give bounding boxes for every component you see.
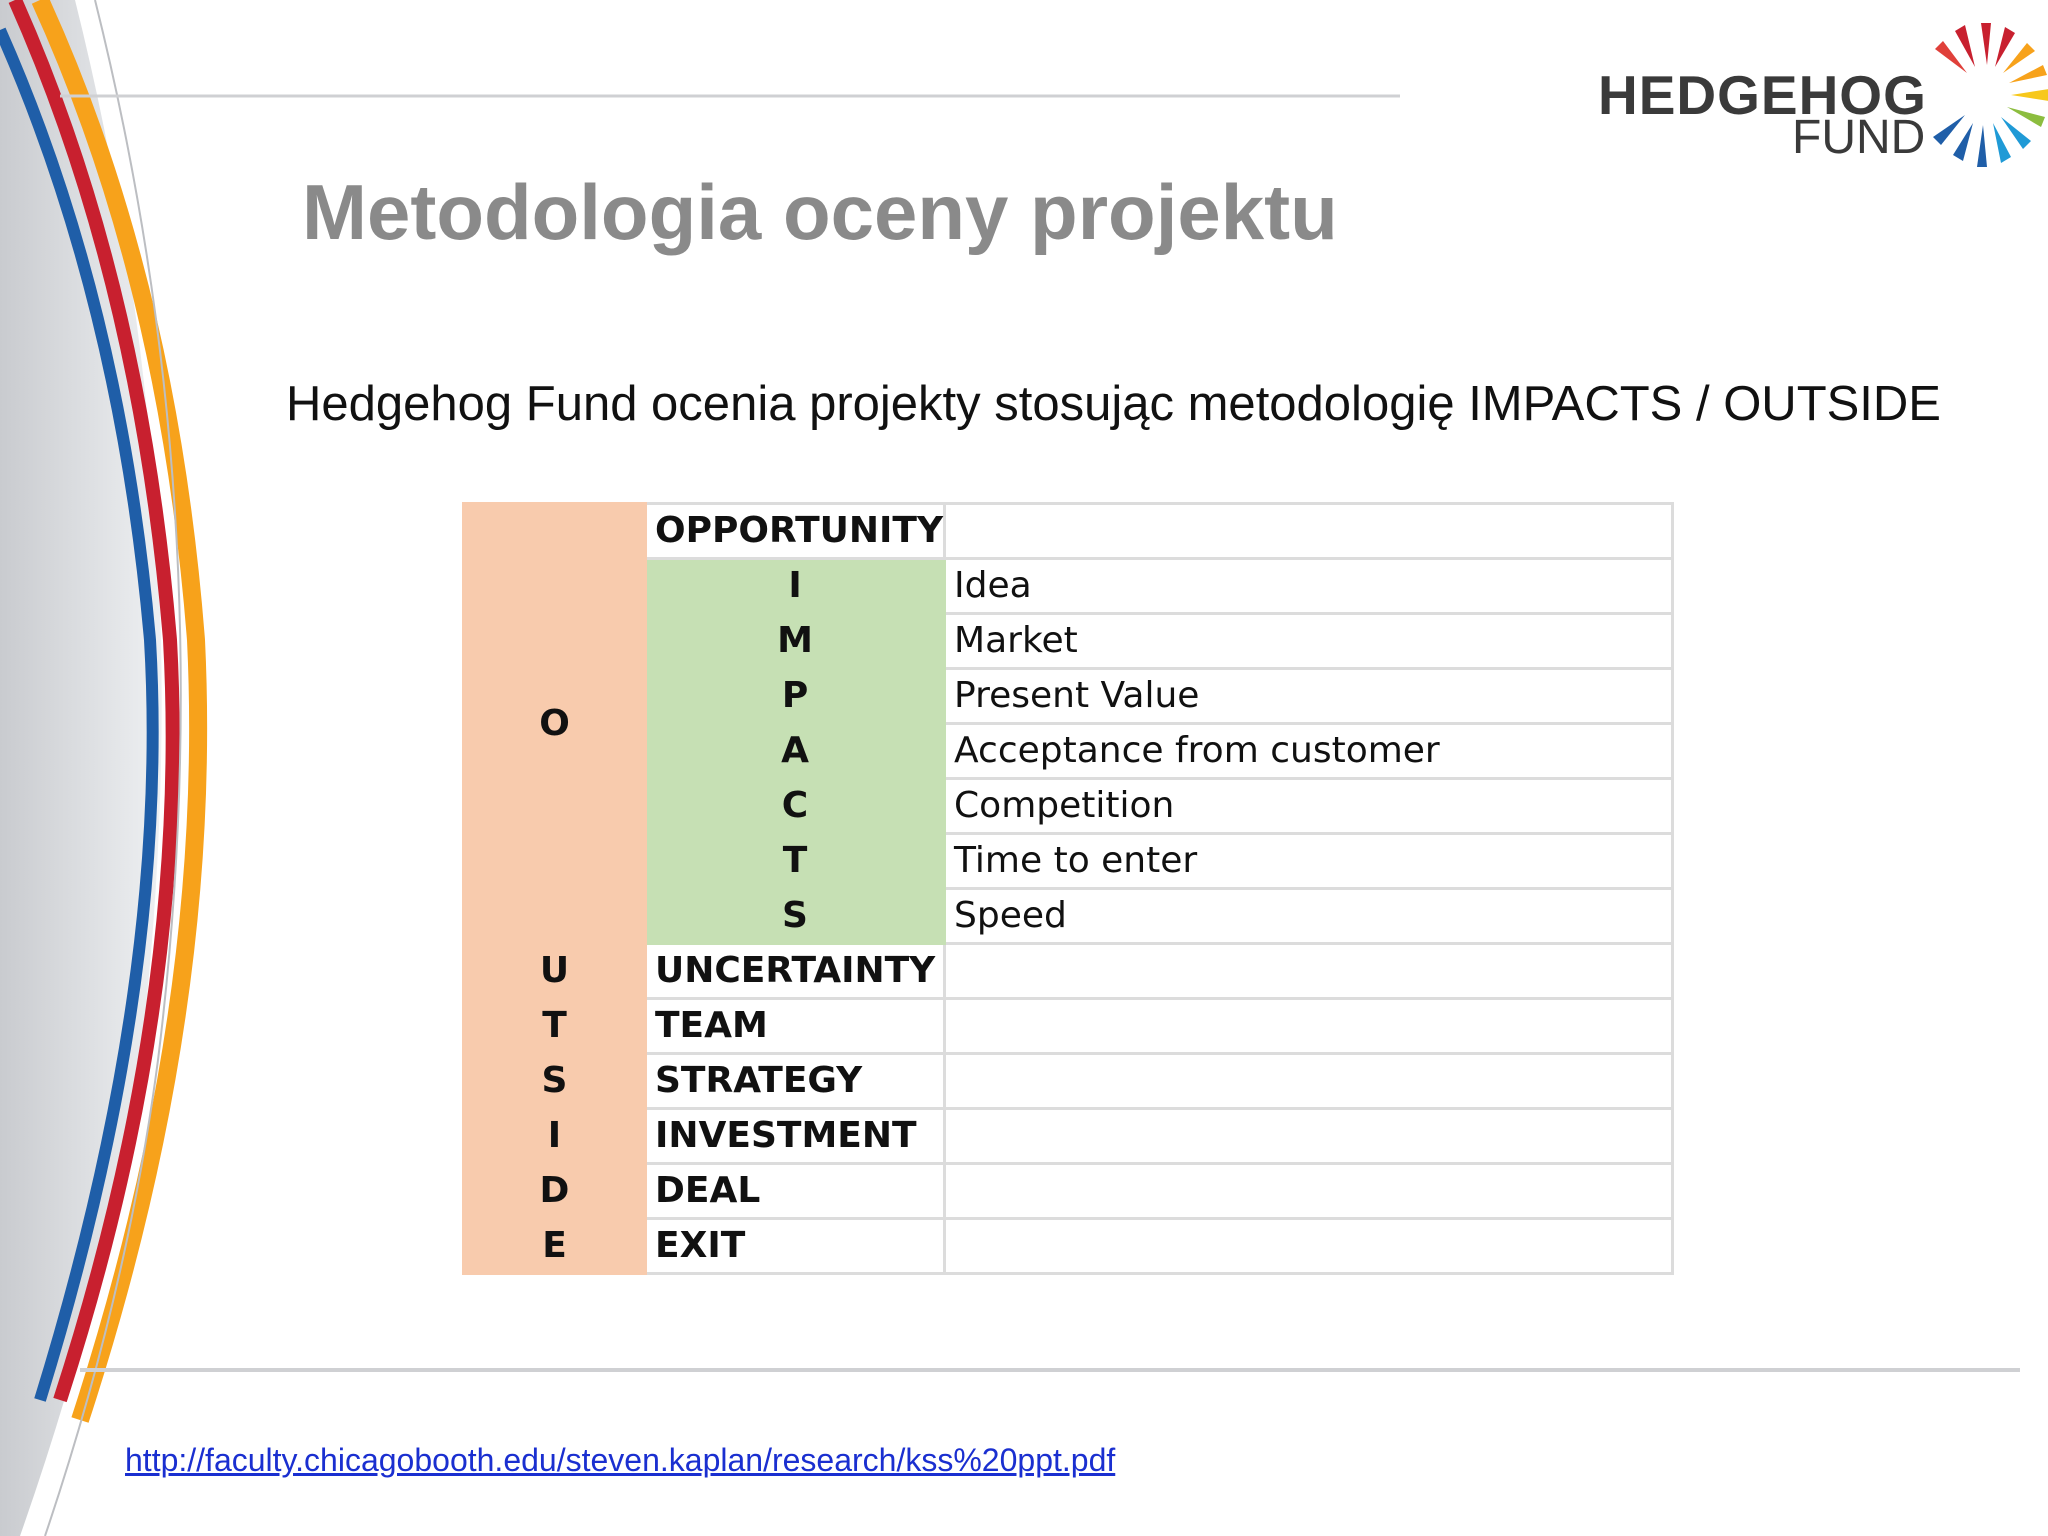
impacts-meaning-cell: Market bbox=[945, 614, 1673, 669]
table-row bbox=[464, 1164, 1673, 1219]
outside-word-cell: UNCERTAINTY bbox=[646, 944, 945, 999]
methodology-table bbox=[462, 502, 1674, 1275]
table-row bbox=[464, 889, 1673, 944]
slide-subtitle: Hedgehog Fund ocenia projekty stosując metodologię IMPACTS / OUTSIDE bbox=[286, 377, 1941, 431]
table-row bbox=[464, 1219, 1673, 1274]
logo-text-line1: HEDGEHOG bbox=[1598, 64, 1927, 126]
table-row bbox=[464, 614, 1673, 669]
impacts-letter-cell: A bbox=[646, 724, 945, 779]
impacts-letter-cell: T bbox=[646, 834, 945, 889]
table-row bbox=[464, 999, 1673, 1054]
impacts-meaning-cell: Idea bbox=[945, 559, 1673, 614]
slide-title: Metodologia oceny projektu bbox=[302, 168, 1338, 256]
table-row bbox=[464, 944, 1673, 999]
empty-description-cell bbox=[945, 1219, 1673, 1274]
outside-letter-cell: O bbox=[464, 504, 646, 944]
outside-word-cell: EXIT bbox=[646, 1219, 945, 1274]
impacts-meaning-cell: Acceptance from customer bbox=[945, 724, 1673, 779]
outside-letter-cell: T bbox=[464, 999, 646, 1054]
opportunity-cell: OPPORTUNITY bbox=[646, 504, 945, 559]
logo-text-line2: FUND bbox=[1792, 111, 1926, 164]
outside-word-cell: DEAL bbox=[646, 1164, 945, 1219]
empty-description-cell bbox=[945, 999, 1673, 1054]
impacts-letter-cell: S bbox=[646, 889, 945, 944]
outside-letter-cell: E bbox=[464, 1219, 646, 1274]
impacts-letter-cell: P bbox=[646, 669, 945, 724]
outside-letter-cell: S bbox=[464, 1054, 646, 1109]
outside-letter-cell: D bbox=[464, 1164, 646, 1219]
impacts-meaning-cell: Present Value bbox=[945, 669, 1673, 724]
table-row bbox=[464, 834, 1673, 889]
outside-letter-cell: U bbox=[464, 944, 646, 999]
table-row bbox=[464, 559, 1673, 614]
table-row bbox=[464, 504, 1673, 559]
impacts-letter-cell: M bbox=[646, 614, 945, 669]
impacts-meaning-cell: Time to enter bbox=[945, 834, 1673, 889]
methodology-table-wrapper bbox=[462, 502, 1674, 1275]
outside-letter-cell: I bbox=[464, 1109, 646, 1164]
empty-description-cell bbox=[945, 504, 1673, 559]
empty-description-cell bbox=[945, 1164, 1673, 1219]
outside-word-cell: STRATEGY bbox=[646, 1054, 945, 1109]
table-row bbox=[464, 669, 1673, 724]
impacts-letter-cell: C bbox=[646, 779, 945, 834]
impacts-meaning-cell: Competition bbox=[945, 779, 1673, 834]
impacts-letter-cell: I bbox=[646, 559, 945, 614]
table-row bbox=[464, 1054, 1673, 1109]
table-row bbox=[464, 779, 1673, 834]
empty-description-cell bbox=[945, 1054, 1673, 1109]
starburst-icon bbox=[1920, 20, 2048, 170]
gray-arc bbox=[0, 0, 162, 1536]
empty-description-cell bbox=[945, 944, 1673, 999]
empty-description-cell bbox=[945, 1109, 1673, 1164]
impacts-meaning-cell: Speed bbox=[945, 889, 1673, 944]
outside-word-cell: INVESTMENT bbox=[646, 1109, 945, 1164]
table-row bbox=[464, 724, 1673, 779]
table-row bbox=[464, 1109, 1673, 1164]
hedgehog-fund-logo bbox=[1590, 20, 2048, 170]
outside-word-cell: TEAM bbox=[646, 999, 945, 1054]
source-link[interactable]: http://faculty.chicagobooth.edu/steven.kaplan/research/kss%20ppt.pdf bbox=[125, 1442, 1116, 1478]
